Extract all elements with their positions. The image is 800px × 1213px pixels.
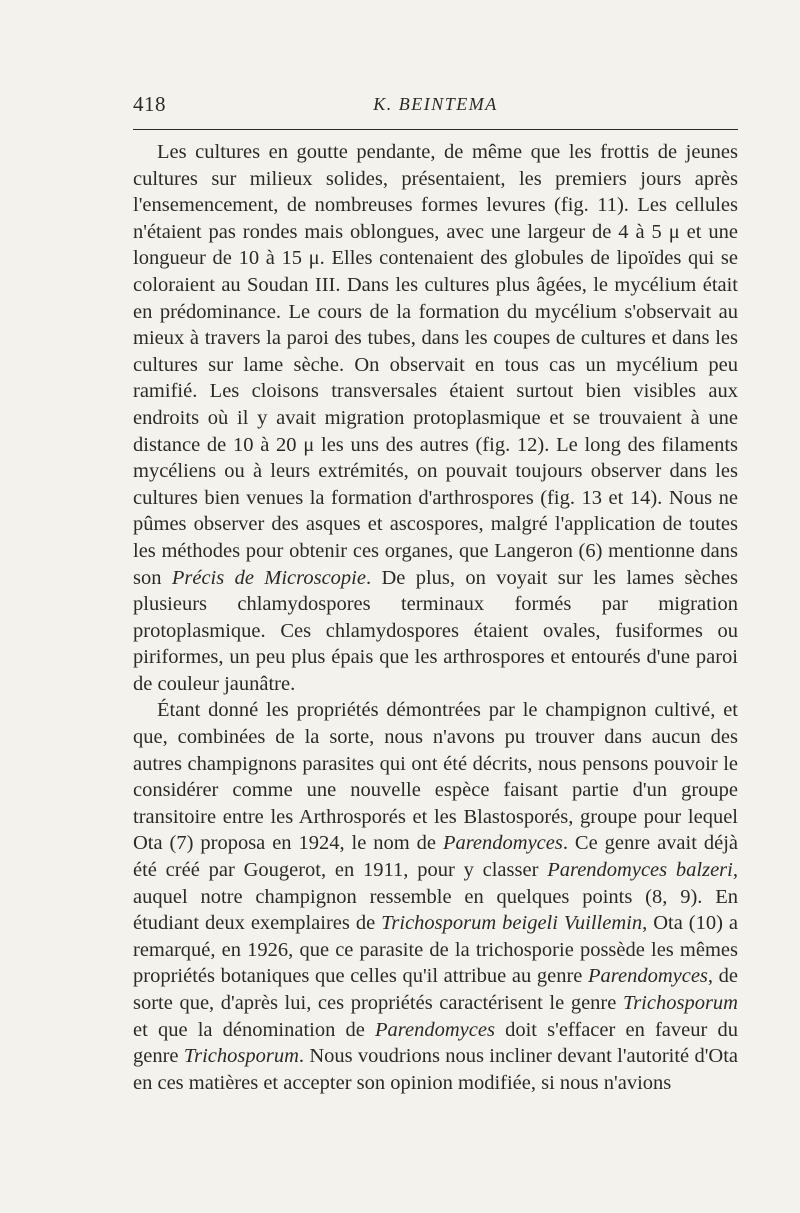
header-rule [133,129,738,130]
paragraph-classification: Étant donné les propriétés démontrées par le champignon cultivé, et que, combinées de la sorte, nous n'avons pu trouver dans aucun des autres champignons parasites qui ont été décrits, nous pensons pouvoir le considérer comme une nouvelle espèce faisant partie d'un groupe transitoire entre les Arthrosporés et les Blastosporés, groupe pour lequel Ota (7) proposa en 1924, le nom de Parendomyces. Ce genre avait déjà été créé par Gougerot, en 1911, pour y classer Parendomyces balzeri, auquel notre champignon ressemble en quelques points (8, 9). En étudiant deux exemplaires de Trichosporum beigeli Vuillemin, Ota (10) a remarqué, en 1926, que ce parasite de la trichosporie possède les mêmes propriétés botaniques que celles qu'il attribue au genre Parendomyces, de sorte que, d'après lui, ces propriétés caractérisent le genre Trichosporum et que la dénomination de Parendomyces doit s'effacer en faveur du genre Trichosporum. Nous voudrions nous incliner devant l'autorité d'Ota en ces matières et accepter son opinion modifiée, si nous n'avions [133,699,738,1094]
running-title: K. BEINTEMA [373,94,498,114]
italic-taxon: Parendomyces [375,1018,495,1041]
running-header [133,92,738,122]
italic-taxon: Trichosporum [622,992,738,1014]
body-text [133,139,738,1096]
paragraph-cultures: Les cultures en goutte pendante, de même que les frottis de jeunes cultures sur milieux solides, présentaient, les premiers jours après l'ensemencement, de nombreuses formes levures (fig. 11). Les cellules n'étaient pas rondes mais oblongues, avec une largeur de 4 à 5 μ et une longueur de 10 à 15 μ. Elles contenaient des globules de lipoïdes qui se coloraient au Soudan III. Dans les cultures plus âgées, le mycélium était en prédominance. Le cours de la formation du mycélium s'observait au mieux à travers la paroi des tubes, dans les coupes de cultures et dans les cultures sur lame sèche. On observait en tous cas un mycélium peu ramifié. Les cloisons transversales étaient surtout bien visibles aux endroits où il y avait migration protoplasmique et se trouvaient à une distance de 10 à 20 μ les uns des autres (fig. 12). Le long des filaments mycéliens ou à leurs extrémités, on pouvait toujours observer dans les cultures bien venues la formation d'arthrospores (fig. 13 et 14). Nous ne pûmes observer des asques et ascospores, malgré l'application de toutes les méthodes pour obtenir ces organes, que Langeron (6) mentionne dans son Précis de Microscopie. De plus, on voyait sur les lames sèches plusieurs chlamydospores terminaux formés par migration protoplasmique. Ces chlamydospores étaient ovales, fusiformes ou piriformes, un peu plus épais que les arthrospores et entourés d'une paroi de couleur jaunâtre. [133,141,739,695]
italic-taxon: Parendomyces [442,832,563,855]
italic-title: Précis de Microscopie [171,566,366,589]
italic-taxon: Trichosporum beigeli Vuillemin [381,912,643,935]
italic-taxon: Parendomyces [587,965,708,988]
page-number: 418 [133,92,166,116]
italic-taxon: Parendomyces balzeri [547,859,733,882]
italic-taxon: Trichosporum [183,1045,299,1068]
